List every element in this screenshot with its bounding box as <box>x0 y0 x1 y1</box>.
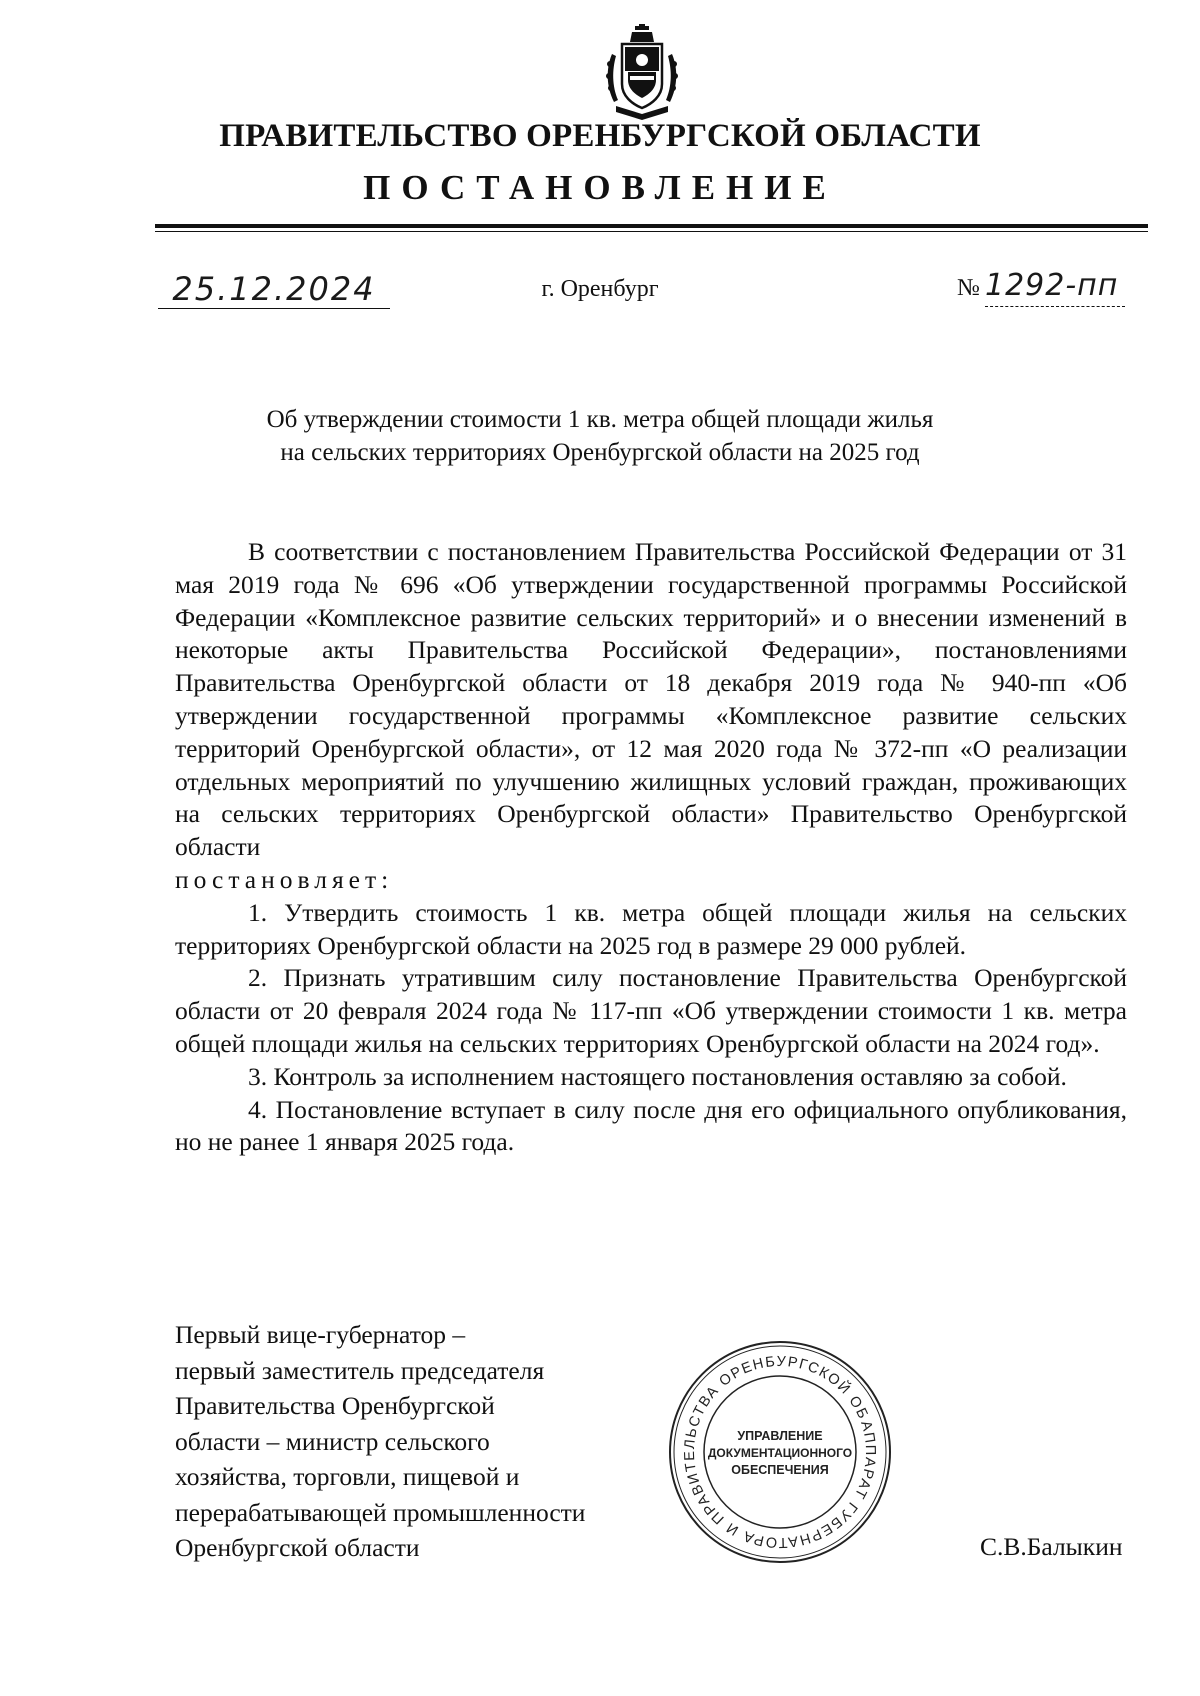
signatory-name: С.В.Балыкин <box>980 1532 1123 1561</box>
stamp-center-line: ОБЕСПЕЧЕНИЯ <box>731 1463 829 1477</box>
decree-item-4: 4. Постановление вступает в силу после дня его официального опубликования, но не ранее 1 января 2025 года. <box>175 1094 1127 1157</box>
government-title: ПРАВИТЕЛЬСТВО ОРЕНБУРГСКОЙ ОБЛАСТИ <box>219 118 981 154</box>
subject-line-2: на сельских территориях Оренбургской области на 2025 год <box>280 439 920 466</box>
position-line: Оренбургской области <box>175 1533 420 1562</box>
position-line: первый заместитель председателя <box>175 1355 545 1385</box>
header-rule-thick <box>155 224 1148 228</box>
document-subject <box>0 403 1200 469</box>
decree-item-1: 1. Утвердить стоимость 1 кв. метра общей площади жилья на сельских территориях Оренбургской области на 2025 год в размере 29 000 рублей. <box>175 897 1127 960</box>
document-type-title: ПОСТАНОВЛЕНИЕ <box>363 168 837 207</box>
coat-of-arms-icon <box>602 24 682 120</box>
subject-line-1: Об утверждении стоимости 1 кв. метра общей площади жилья <box>266 406 934 433</box>
position-line: области – министр сельского <box>175 1426 490 1456</box>
position-line: Правительства Оренбургской <box>175 1391 495 1420</box>
decree-word: постановляет: <box>175 864 394 894</box>
preamble-paragraph: В соответствии с постановлением Правительства Российской Федерации от 31 мая 2019 года № 696 «Об утверждении государственной программы Российской Федерации «Комплексное развитие сельских территорий» и о внесении изменений в некоторые акты Правительства Российской Федерации», постановлениями Правительства Оренбургской области от 18 декабря 2019 года № 940-пп «Об утверждении государственной программы «Комплексное развитие сельских территорий Оренбургской области», от 12 мая 2020 года № 372-пп «О реализации отдельных мероприятий по улучшению жилищных условий граждан, проживающих на сельских территориях Оренбургской области» Правительство Оренбургской области <box>175 537 1127 862</box>
header-rule-thin <box>155 231 1148 232</box>
document-number: 1292-пп <box>985 268 1119 303</box>
official-stamp <box>665 1337 895 1567</box>
decree-item-3: 3. Контроль за исполнением настоящего постановления оставляю за собой. <box>248 1061 1067 1091</box>
decree-item-2: 2. Признать утратившим силу постановление Правительства Оренбургской области от 20 февраля 2024 года № 117-пп «Об утверждении стоимости 1 кв. метра общей площади жилья на сельских территориях Оренбургской области на 2024 год». <box>175 963 1127 1058</box>
document-date: 25.12.2024 <box>172 270 376 308</box>
position-line: хозяйства, торговли, пищевой и <box>175 1462 520 1491</box>
stamp-center-line: УПРАВЛЕНИЕ <box>737 1429 823 1443</box>
city-name: г. Оренбург <box>541 276 659 302</box>
position-line: перерабатывающей промышленности <box>175 1497 586 1527</box>
stamp-ring-text: АППАРАТ ГУБЕРНАТОРА И ПРАВИТЕЛЬСТВА ОРЕНБУРГСКОЙ ОБЛАСТИ <box>681 1353 879 1551</box>
document-body <box>175 536 1127 1159</box>
position-line: Первый вице-губернатор – <box>175 1320 466 1349</box>
signatory-position <box>175 1317 585 1566</box>
document-number-field <box>985 268 1125 307</box>
number-label: № <box>957 275 980 301</box>
stamp-center-line: ДОКУМЕНТАЦИОННОГО <box>707 1446 853 1460</box>
